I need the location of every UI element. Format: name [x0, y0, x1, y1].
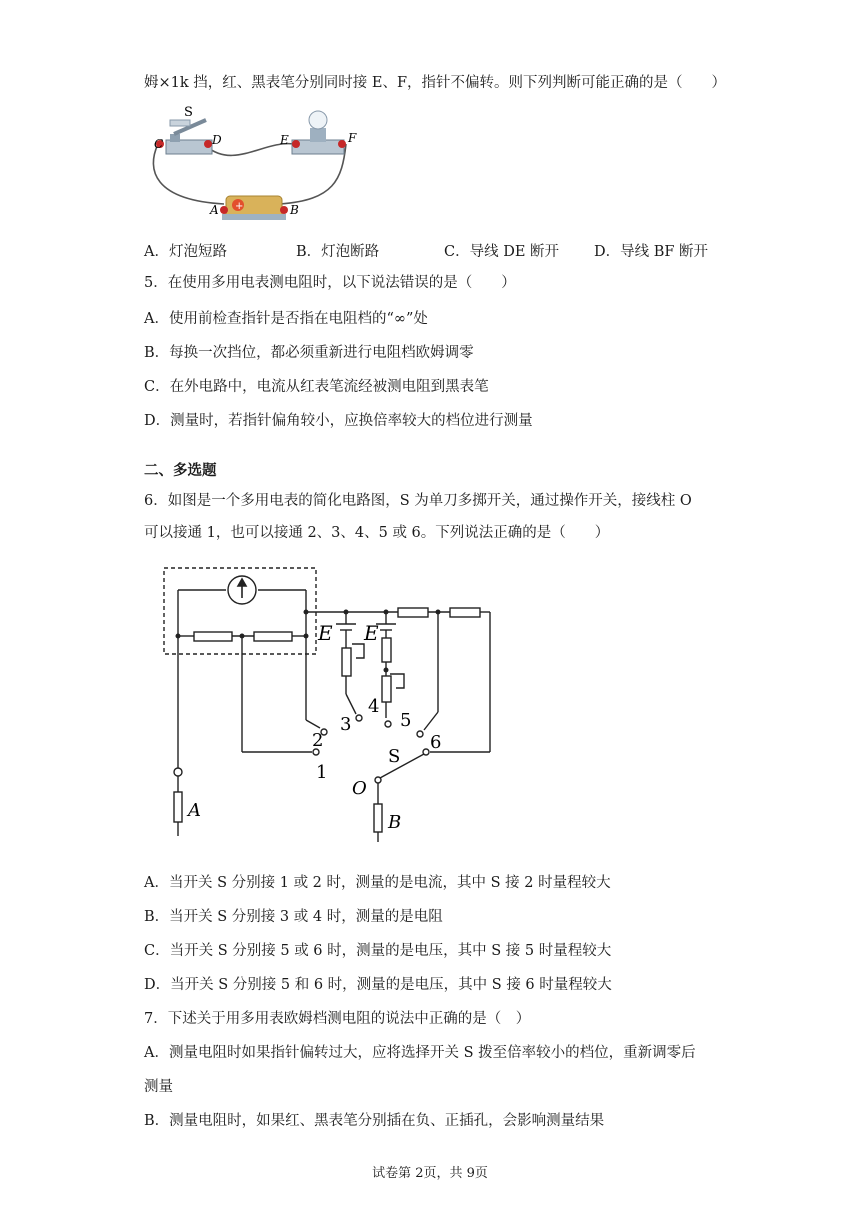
q4-option-d: D．导线 BF 断开: [594, 244, 709, 260]
q6-label-4: 4: [368, 696, 380, 717]
q6-label-a: A: [188, 800, 201, 821]
q6-label-3: 3: [340, 714, 352, 735]
q4-option-a: A．灯泡短路: [144, 244, 227, 260]
svg-text:+: +: [235, 201, 244, 212]
q4-label-e: E: [280, 133, 289, 147]
q6-option-c: C．当开关 S 分别接 5 或 6 时，测量的是电压，其中 S 接 5 时量程较大: [144, 943, 612, 959]
q7-stem: 7．下述关于用多用表欧姆档测电阻的说法中正确的是（ ）: [144, 1011, 531, 1027]
page-footer: 试卷第 2页，共 9页: [372, 1166, 488, 1181]
q7-option-a-line2: 测量: [144, 1079, 173, 1095]
q4-label-c: C: [154, 137, 164, 151]
q6-stem-line2: 可以接通 1，也可以接通 2、3、4、5 或 6。下列说法正确的是（ ）: [144, 525, 610, 541]
q4-label-f: F: [348, 131, 357, 145]
q6-label-6: 6: [430, 732, 442, 753]
q6-label-s: S: [388, 746, 401, 767]
section-heading: 二、多选题: [144, 463, 217, 479]
q6-option-b: B．当开关 S 分别接 3 或 4 时，测量的是电阻: [144, 909, 443, 925]
q6-label-o: O: [352, 778, 367, 799]
q4-label-s: S: [184, 105, 193, 120]
q5-option-c: C．在外电路中，电流从红表笔流经被测电阻到黑表笔: [144, 379, 489, 395]
q6-stem-line1: 6．如图是一个多用电表的简化电路图，S 为单刀多掷开关，通过操作开关，接线柱 O: [144, 493, 692, 509]
q4-circuit-figure: [144, 100, 364, 228]
q4-label-b: B: [290, 203, 299, 217]
q6-circuit-diagram: [150, 562, 510, 852]
q6-label-5: 5: [400, 710, 412, 731]
q7-option-b: B．测量电阻时，如果红、黑表笔分别插在负、正插孔，会影响测量结果: [144, 1113, 605, 1129]
q4-label-d: D: [212, 133, 222, 147]
q4-option-b: B．灯泡断路: [296, 244, 380, 260]
q5-option-a: A．使用前检查指针是否指在电阻档的“∞”处: [144, 311, 428, 327]
q4-label-a: A: [210, 203, 219, 217]
q5-stem: 5．在使用多用电表测电阻时，以下说法错误的是（ ）: [144, 275, 516, 291]
q6-label-2: 2: [312, 730, 324, 751]
q6-label-b: B: [388, 812, 402, 833]
q5-option-b: B．每换一次挡位，都必须重新进行电阻档欧姆调零: [144, 345, 474, 361]
q4-stem-tail: 姆×1k 挡，红、黑表笔分别同时接 E、F，指针不偏转。则下列判断可能正确的是（ ）: [144, 75, 727, 91]
q6-option-a: A．当开关 S 分别接 1 或 2 时，测量的是电流，其中 S 接 2 时量程较大: [144, 875, 611, 891]
q4-option-c: C．导线 DE 断开: [444, 244, 560, 260]
q5-option-d: D．测量时，若指针偏角较小，应换倍率较大的档位进行测量: [144, 413, 533, 429]
q6-label-e1: E: [318, 621, 333, 645]
q6-label-e2: E: [364, 621, 379, 645]
q4-options: [144, 240, 764, 262]
q6-label-1: 1: [316, 762, 328, 783]
q6-option-d: D．当开关 S 分别接 5 和 6 时，测量的是电压，其中 S 接 6 时量程较大: [144, 977, 612, 993]
q7-option-a-line1: A．测量电阻时如果指针偏转过大，应将选择开关 S 拨至倍率较小的档位，重新调零后: [144, 1045, 696, 1061]
